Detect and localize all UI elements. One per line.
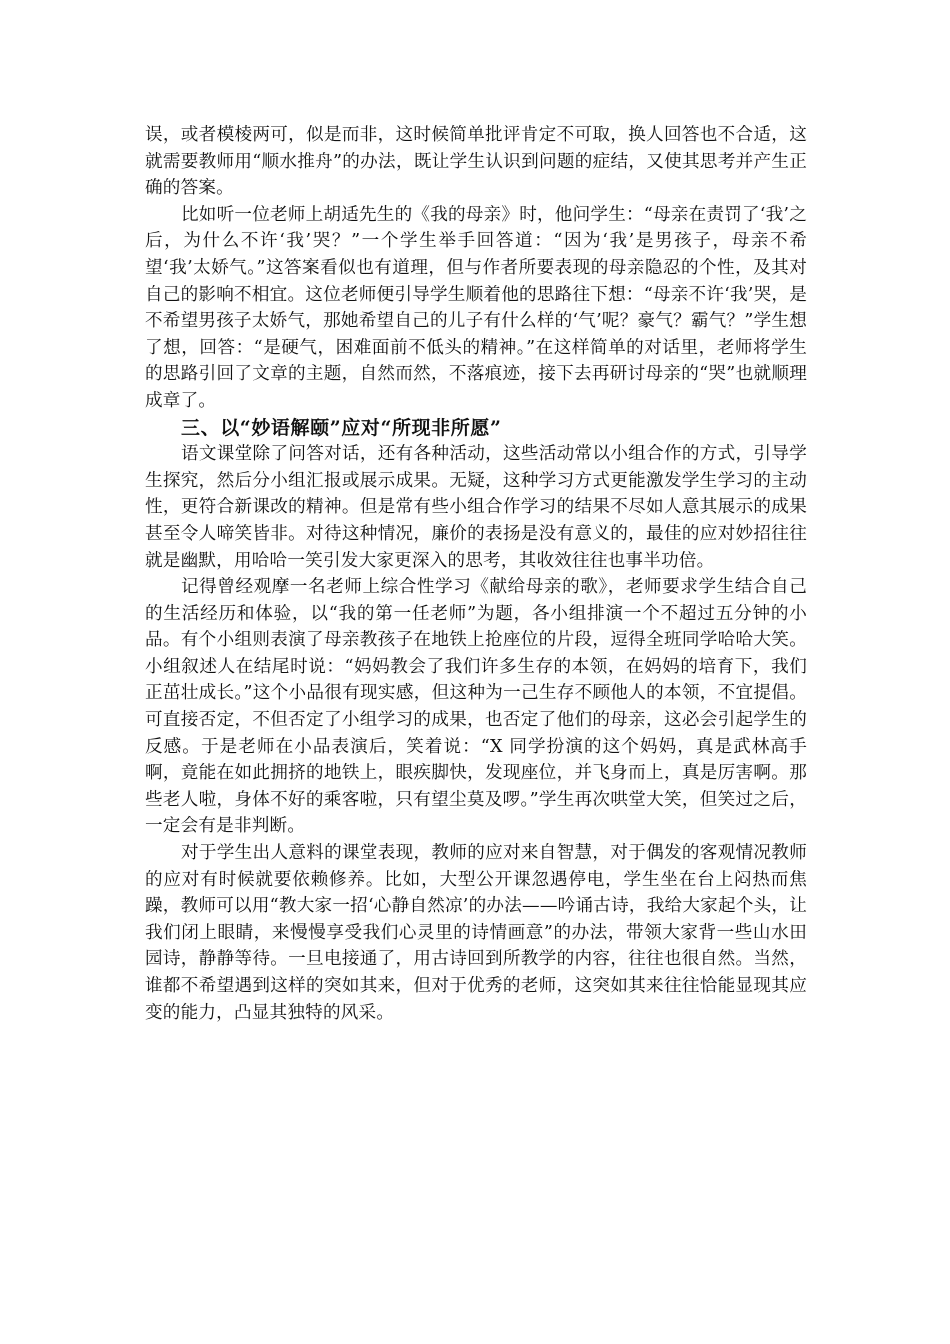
paragraph-continuation: 误，或者模棱两可，似是而非，这时候简单批评肯定不可取，换人回答也不合适，这就需要教师用“顺水推舟”的办法，既让学生认识到问题的症结，又使其思考并产生正确的答案。: [145, 125, 807, 199]
paragraph-skit-example: 记得曾经观摩一名老师上综合性学习《献给母亲的歌》，老师要求学生结合自己的生活经历和体验，以“我的第一任老师”为题，各小组排演一个不超过五分钟的小品。有个小组则表演了母亲教孩子在地铁上抢座位的片段，逗得全班同学哈哈大笑。小组叙述人在结尾时说：“妈妈教会了我们许多生存的本领，在妈妈的培育下，我们正茁壮成长。”这个小品很有现实感，但这种为一己生存不顾他人的本领，不宜提倡。可直接否定，不但否定了小组学习的成果，也否定了他们的母亲，这必会引起学生的反感。于是老师在小品表演后，笑着说：“X 同学扮演的这个妈妈，真是武林高手啊，竟能在如此拥挤的地铁上，眼疾脚快，发现座位，并飞身而上，真是厉害啊。那些老人啦，身体不好的乘客啦，只有望尘莫及啰。”学生再次哄堂大笑，但笑过之后，一定会有是非判断。: [145, 577, 807, 837]
document-page: [145, 122, 807, 1026]
paragraph-mother-example: 比如听一位老师上胡适先生的《我的母亲》时，他问学生：“母亲在责罚了‘我’之后，为什么不许‘我’哭？”一个学生举手回答道：“因为‘我’是男孩子，母亲不希望‘我’太娇气。”这答案看似也有道理，但与作者所要表现的母亲隐忍的个性，及其对自己的影响不相宜。这位老师便引导学生顺着他的思路往下想：“母亲不许‘我’哭，是不希望男孩子太娇气，那她希望自己的儿子有什么样的‘气’呢？豪气？霸气？”学生想了想，回答：“是硬气，困难面前不低头的精神。”在这样简单的对话里，老师将学生的思路引回了文章的主题，自然而然，不落痕迹，接下去再研讨母亲的“哭”也就顺理成章了。: [145, 204, 807, 411]
section-heading: 三、以“妙语解颐”应对“所现非所愿”: [181, 416, 502, 439]
paragraph-power-outage: 对于学生出人意料的课堂表现，教师的应对来自智慧，对于偶发的客观情况教师的应对有时候就要依赖修养。比如，大型公开课忽遇停电，学生坐在台上闷热而焦躁，教师可以用“教大家一招‘心静自然凉’的办法——吟诵古诗，我给大家起个头，让我们闭上眼睛，来慢慢享受我们心灵里的诗情画意”的办法，带领大家背一些山水田园诗，静静等待。一旦电接通了，用古诗回到所教学的内容，往往也很自然。当然，谁都不希望遇到这样的突如其来，但对于优秀的老师，这突如其来往往恰能显现其应变的能力，凸显其独特的风采。: [145, 843, 807, 1023]
paragraph-group-activities: 语文课堂除了问答对话，还有各种活动，这些活动常以小组合作的方式，引导学生探究，然后分小组汇报或展示成果。无疑，这种学习方式更能激发学生学习的主动性，更符合新课改的精神。但是常有些小组合作学习的结果不尽如人意其展示的成果甚至令人啼笑皆非。对待这种情况，廉价的表扬是没有意义的，最佳的应对妙招往往就是幽默，用哈哈一笑引发大家更深入的思考，其收效往往也事半功倍。: [145, 444, 807, 571]
